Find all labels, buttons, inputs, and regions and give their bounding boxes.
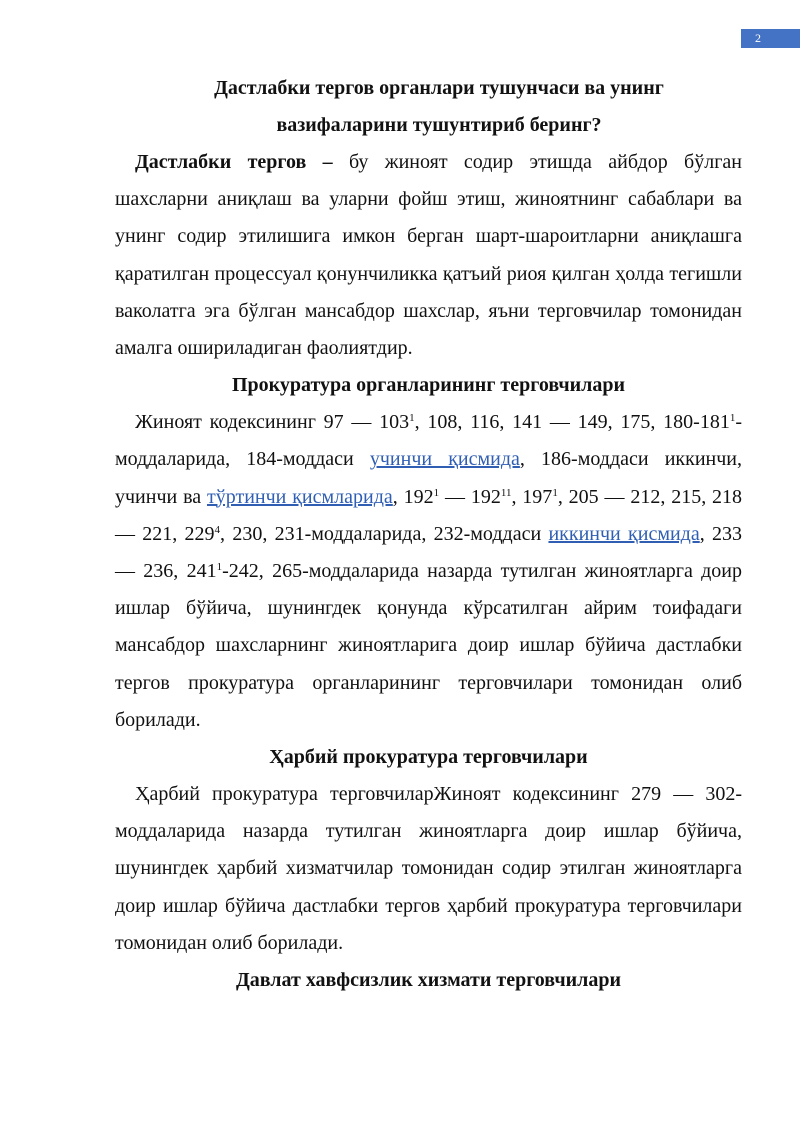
superscript: 1 (552, 486, 558, 499)
paragraph-military: Ҳарбий прокуратура терговчиларЖиноят кодексининг 279 — 302-моддаларида назарда тутилган жиноятларга доир ишлар бўйича, шунингдек ҳарбий хизматчилар томонидан содир этилган жиноятларга доир ишлар бўйича дастлабки тергов ҳарбий прокуратура терговчилари томонидан олиб борилади. (115, 783, 742, 954)
link-part-four[interactable]: тўртинчи қисмларида (206, 485, 393, 508)
link-part-two[interactable]: иккинчи қисмида (548, 522, 700, 545)
superscript: 1 (433, 486, 440, 499)
text-span: , 186-моддаси иккинчи, учинчи ва (115, 448, 742, 508)
text-span: , 108, 116, 141 — 149, 175, 180-181 (414, 411, 730, 434)
superscript: 1 (216, 561, 223, 574)
superscript: 1 (409, 412, 415, 425)
text-span: -242, 265-моддаларида назарда тутилган жиноятларга доир ишлар бўйича, шунингдек қонунда кўрсатилган айрим тоифадаги мансабдор шахсларнинг жиноятларига доир ишлар бўйича дастлабки тергов прокуратура органларининг терговчилари томонидан олиб борилади. (115, 560, 743, 731)
text-span: , 205 — 212, 215, 218 — 221, 229 (115, 485, 743, 545)
superscript: 1 (729, 412, 736, 425)
paragraph-definition (115, 144, 742, 367)
text-span: , 233 — 236, 241 (115, 522, 743, 583)
section-heading-military: Ҳарбий прокуратура терговчилари (269, 746, 588, 769)
link-part-three[interactable]: учинчи қисмида (369, 448, 520, 471)
text-span: — 192 (439, 485, 501, 508)
page-number-badge: 2 (741, 29, 800, 48)
text-span: -моддаларида, 184-моддаси (115, 411, 742, 471)
superscript: 11 (500, 486, 512, 499)
text-span: , 192 (392, 485, 434, 508)
definition-text: бу жиноят содир этишда айбдор бўлган шахсларни аниқлаш ва уларни фойш этиш, жиноятнинг сабаблари ва унинг содир этилишига имкон берган шарт-шароитларни аниқлашга қаратилган процессуал қонунчиликка қатъий риоя қилган ҳолда тегишли ваколатга эга бўлган мансабдор шахслар, яъни терговчилар томонидан амалга ошириладиган фаолиятдир. (115, 151, 742, 360)
document-body (115, 70, 742, 999)
text-span: , 197 (511, 485, 553, 508)
superscript: 4 (214, 523, 221, 536)
section-heading-prosecutor: Прокуратура органларининг терговчилари (231, 374, 626, 397)
text-span: Жиноят кодексининг 97 — 103 (135, 411, 410, 434)
text-span: , 230, 231-моддаларида, 232-моддаси (220, 522, 549, 545)
definition-term: Дастлабки тергов – (135, 151, 333, 173)
title-line-1: Дастлабки тергов органлари тушунчаси ва унинг (214, 77, 664, 99)
section-heading-state-security: Давлат хавфсизлик хизмати терговчилари (236, 969, 621, 992)
title-line-2: вазифаларини тушунтириб беринг? (276, 114, 602, 136)
paragraph-prosecutor (115, 404, 742, 739)
